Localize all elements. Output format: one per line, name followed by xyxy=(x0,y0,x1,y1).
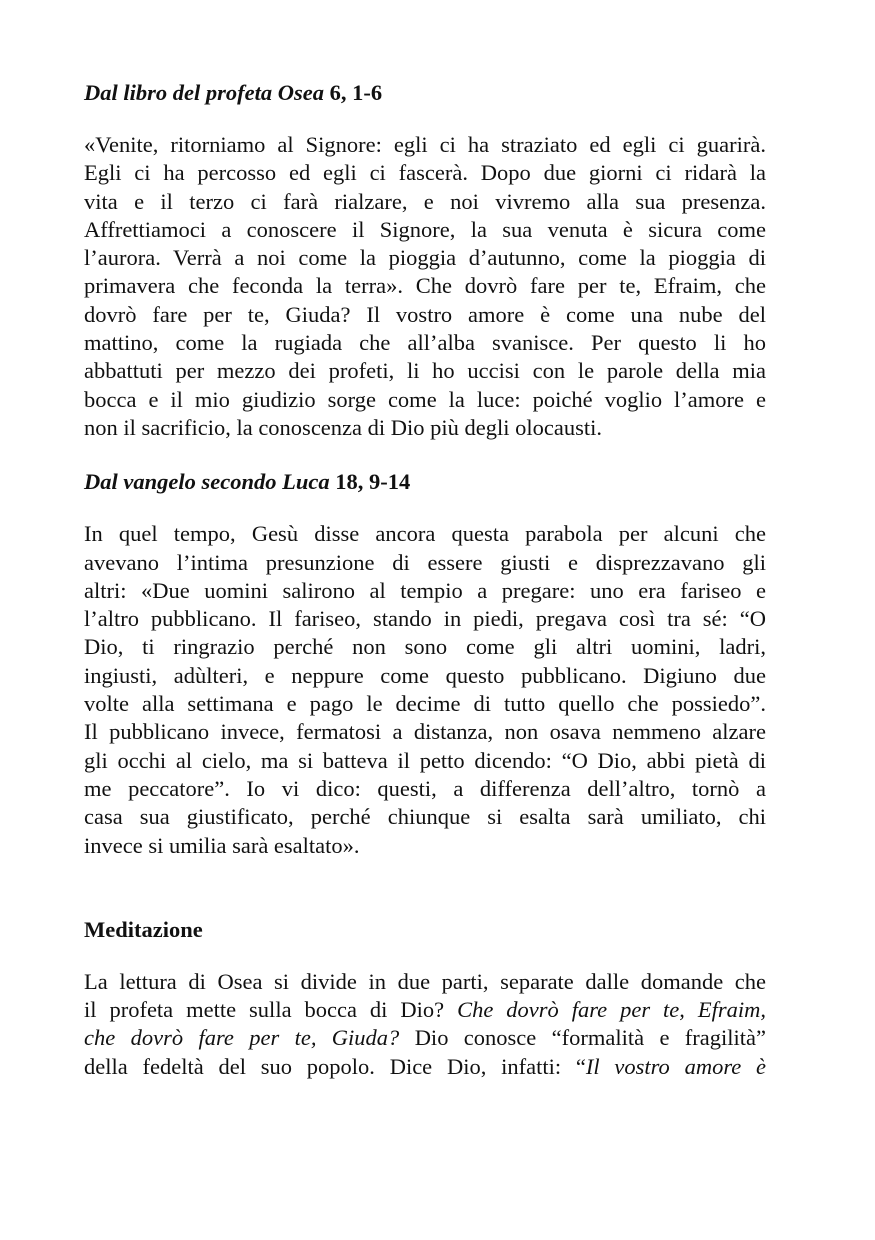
italic-quote: Che dovrò fare per te, Efraim, xyxy=(457,997,766,1023)
text-span: il profeta mette sulla bocca di Dio? xyxy=(84,997,445,1023)
reading2-ref: 18, 9-14 xyxy=(335,469,411,495)
italic-quote: che dovrò fare per te, Giuda? xyxy=(84,1025,400,1051)
text-line: dovrò fare per te, Giuda? Il vostro amore è come una nube del xyxy=(84,301,766,327)
text-line: ingiusti, adùlteri, e neppure come questo pubblicano. Digiuno due xyxy=(84,662,766,688)
text-line xyxy=(84,996,766,1024)
text-line xyxy=(84,1024,766,1052)
text-line: Affrettiamoci a conoscere il Signore, la sua venuta è sicura come xyxy=(84,216,766,242)
text-line xyxy=(84,1053,766,1081)
text-line: volte alla settimana e pago le decime di tutto quello che possiedo”. xyxy=(84,691,766,717)
italic-quote: Il vostro amore è xyxy=(585,1053,766,1079)
text-line: primavera che feconda la terra». Che dovrò fare per te, Efraim, che xyxy=(84,273,766,299)
text-line: avevano l’intima presunzione di essere giusti e disprezzavano gli xyxy=(84,549,766,575)
text-line: altri: «Due uomini salirono al tempio a pregare: uno era fariseo e xyxy=(84,577,766,603)
text-line: non il sacrificio, la conoscenza di Dio più degli olocausti. xyxy=(84,414,602,440)
text-line: gli occhi al cielo, ma si batteva il petto dicendo: “O Dio, abbi pietà di xyxy=(84,747,766,773)
reading1-text xyxy=(84,131,766,442)
meditation-title: Meditazione xyxy=(84,916,203,942)
text-line: invece si umilia sarà esaltato». xyxy=(84,832,360,858)
meditation-text xyxy=(84,968,766,1081)
text-span: Dio conosce “formalità e fragilità” xyxy=(414,1025,767,1051)
text-line: Egli ci ha percosso ed egli ci fascerà. Dopo due giorni ci ridarà la xyxy=(84,160,766,186)
text-line: La lettura di Osea si divide in due parti, separate dalle domande che xyxy=(84,968,766,994)
text-line: l’aurora. Verrà a noi come la pioggia d’autunno, come la pioggia di xyxy=(84,245,766,271)
reading2-book: Dal vangelo secondo Luca xyxy=(84,469,330,495)
text-line: l’altro pubblicano. Il fariseo, stando in piedi, pregava così tra sé: “O xyxy=(84,606,766,632)
text-line: vita e il terzo ci farà rialzare, e noi vivremo alla sua presenza. xyxy=(84,188,766,214)
text-line: Dio, ti ringrazio perché non sono come gli altri uomini, ladri, xyxy=(84,634,766,660)
reading2-text xyxy=(84,520,766,860)
text-line: bocca e il mio giudizio sorge come la luce: poiché voglio l’amore e xyxy=(84,386,766,412)
text-line: Il pubblicano invece, fermatosi a distanza, non osava nemmeno alzare xyxy=(84,719,766,745)
reading1-ref: 6, 1-6 xyxy=(329,80,383,105)
text-line: casa sua giustificato, perché chiunque si esalta sarà umiliato, chi xyxy=(84,804,766,830)
text-line: me peccatore”. Io vi dico: questi, a differenza dell’altro, tornò a xyxy=(84,775,766,801)
text-line: mattino, come la rugiada che all’alba svanisce. Per questo li ho xyxy=(84,330,766,356)
reading1-book: Dal libro del profeta Osea xyxy=(84,80,324,105)
text-span: della fedeltà del suo popolo. Dice Dio, infatti: “ xyxy=(84,1053,586,1079)
text-line: abbattuti per mezzo dei profeti, li ho uccisi con le parole della mia xyxy=(84,358,766,384)
reading1-heading xyxy=(84,79,766,107)
document-page xyxy=(84,79,766,1081)
text-line: In quel tempo, Gesù disse ancora questa parabola per alcuni che xyxy=(84,521,766,547)
reading2-heading xyxy=(84,468,766,496)
text-line: «Venite, ritorniamo al Signore: egli ci ha straziato ed egli ci guarirà. xyxy=(84,132,766,157)
